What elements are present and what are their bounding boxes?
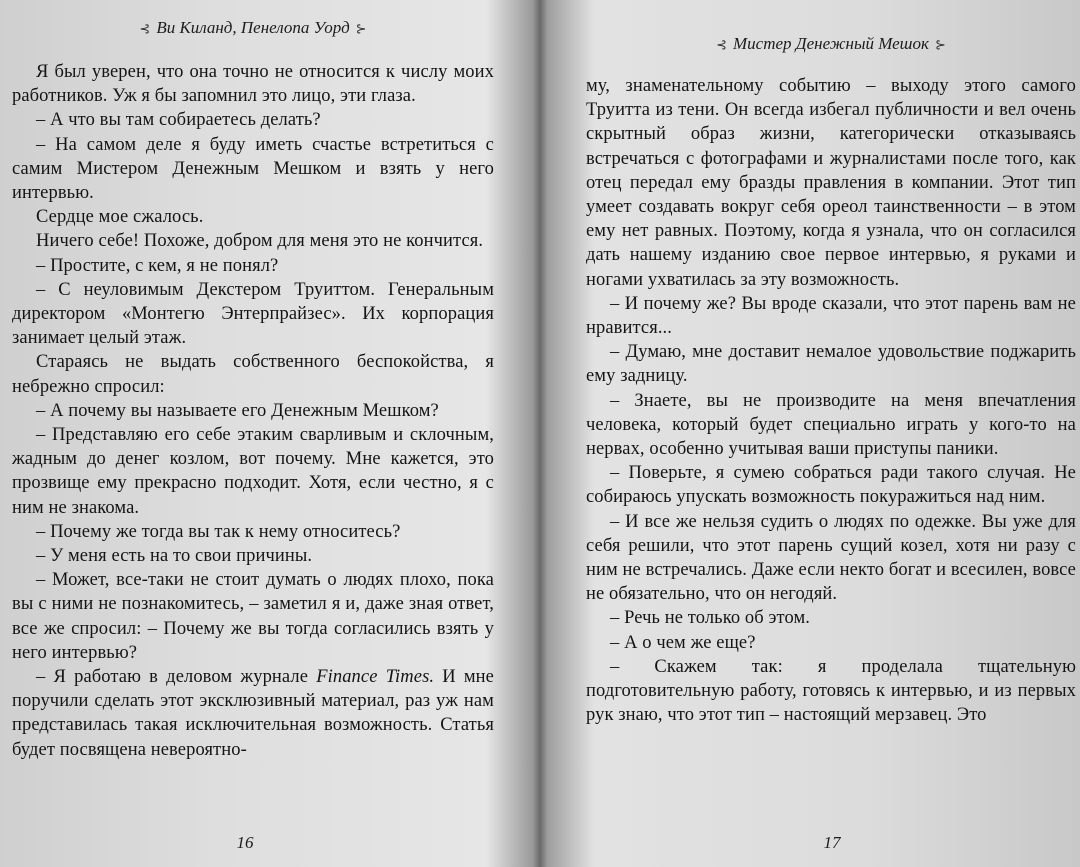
paragraph: Сердце мое сжалось.	[36, 207, 204, 228]
paragraph: Стараясь не выдать собственного беспокойства, я небрежно спросил:	[12, 352, 494, 397]
ornament-icon: ⊰	[139, 21, 151, 36]
paragraph: – На самом деле я буду иметь счастье встретиться с самим Мистером Денежным Мешком и взять у него интервью.	[12, 134, 494, 204]
left-page	[0, 0, 530, 867]
paragraph: – Может, все-таки не стоит думать о людях плохо, пока вы с ними не познакомитесь, – заметил я и, даже зная ответ, все же спросил: – Почему же вы тогда согласились взять у него интервью?	[12, 570, 494, 663]
paragraph: – И почему же? Вы вроде сказали, что этот парень вам не нравится...	[586, 293, 1076, 339]
paragraph: – Простите, с кем, я не понял?	[36, 255, 279, 276]
paragraph	[12, 665, 494, 762]
paragraph: – И все же нельзя судить о людях по одежке. Вы уже для себя решили, что этот парень сущий козел, хотя ни разу с ним не встречались. Даже если некто богат и всесилен, вовсе не обязательно, что он негодяй.	[586, 511, 1076, 605]
paragraph: – У меня есть на то свои причины.	[36, 546, 313, 567]
paragraph: – А что вы там собираетесь делать?	[36, 110, 321, 131]
italic-title: Finance Times.	[316, 667, 435, 688]
paragraph: Ничего себе! Похоже, добром для меня это не кончится.	[36, 231, 484, 252]
ornament-icon: ⊱	[355, 21, 367, 36]
right-running-head-text: Мистер Денежный Мешок	[733, 34, 929, 53]
paragraph: – Знаете, вы не производите на меня впечатления человека, который будет специально играть у кого-то на нервах, особенно учитывая ваши приступы паники.	[586, 390, 1076, 460]
left-running-head	[12, 14, 494, 42]
right-running-head	[586, 30, 1076, 58]
left-page-number: 16	[236, 833, 254, 852]
paragraph: – Думаю, мне доставит немалое удовольствие поджарить ему задницу.	[586, 342, 1076, 387]
paragraph: – С неуловимым Декстером Труиттом. Генеральным директором «Монтегю Энтерпрайзес». Их корпорация занимает целый этаж.	[12, 279, 494, 349]
right-page-number: 17	[823, 833, 841, 852]
paragraph: – Представляю его себе этаким сварливым и склочным, жадным до денег козлом, вот почему. Мне кажется, это прозвище ему прекрасно подходит. Хотя, если честно, я с ним не знакома.	[12, 425, 494, 518]
paragraph: – Скажем так: я проделала тщательную подготовительную работу, готовясь к интервью, и из первых рук знаю, что этот тип – настоящий мерзавец. Это	[586, 656, 1076, 726]
paragraph: – А почему вы называете его Денежным Мешком?	[36, 400, 439, 421]
right-page	[544, 0, 1080, 867]
paragraph: Я был уверен, что она точно не относится к числу моих работников. Уж я бы запомнил это лицо, эти глаза.	[12, 62, 494, 107]
paragraph-fragment: И мне поручили сделать этот эксклюзивный материал, раз уж нам представилась такая исключительная возможность. Статья будет посвящена невероятно-	[12, 667, 494, 760]
paragraph: – Почему же тогда вы так к нему относитесь?	[36, 521, 401, 542]
ornament-icon: ⊱	[934, 37, 946, 52]
paragraph: – А о чем же еще?	[610, 632, 756, 653]
left-running-head-text: Ви Киланд, Пенелопа Уорд	[156, 18, 350, 37]
paragraph-fragment: – Я работаю в деловом журнале	[36, 667, 317, 688]
ornament-icon: ⊰	[716, 37, 728, 52]
right-page-text	[586, 74, 1076, 727]
paragraph: му, знаменательному событию – выходу этого самого Труитта из тени. Он всегда избегал публичности и вел очень скрытный образ жизни, категорически отказываясь встречаться с фотографами и журналистами после того, как отец передал ему бразды правления в компании. Этот тип умеет создавать вокруг себя ореол таинственности – в этом ему нет равных. Поэтому, когда я узнала, что он согласился дать нашему изданию свое первое интервью, я руками и ногами ухватилась за эту возможность.	[586, 76, 1076, 290]
paragraph: – Поверьте, я сумею собраться ради такого случая. Не собираюсь упускать возможность покуражиться над ним.	[586, 463, 1076, 508]
left-page-text	[12, 60, 494, 762]
paragraph: – Речь не только об этом.	[610, 608, 811, 629]
